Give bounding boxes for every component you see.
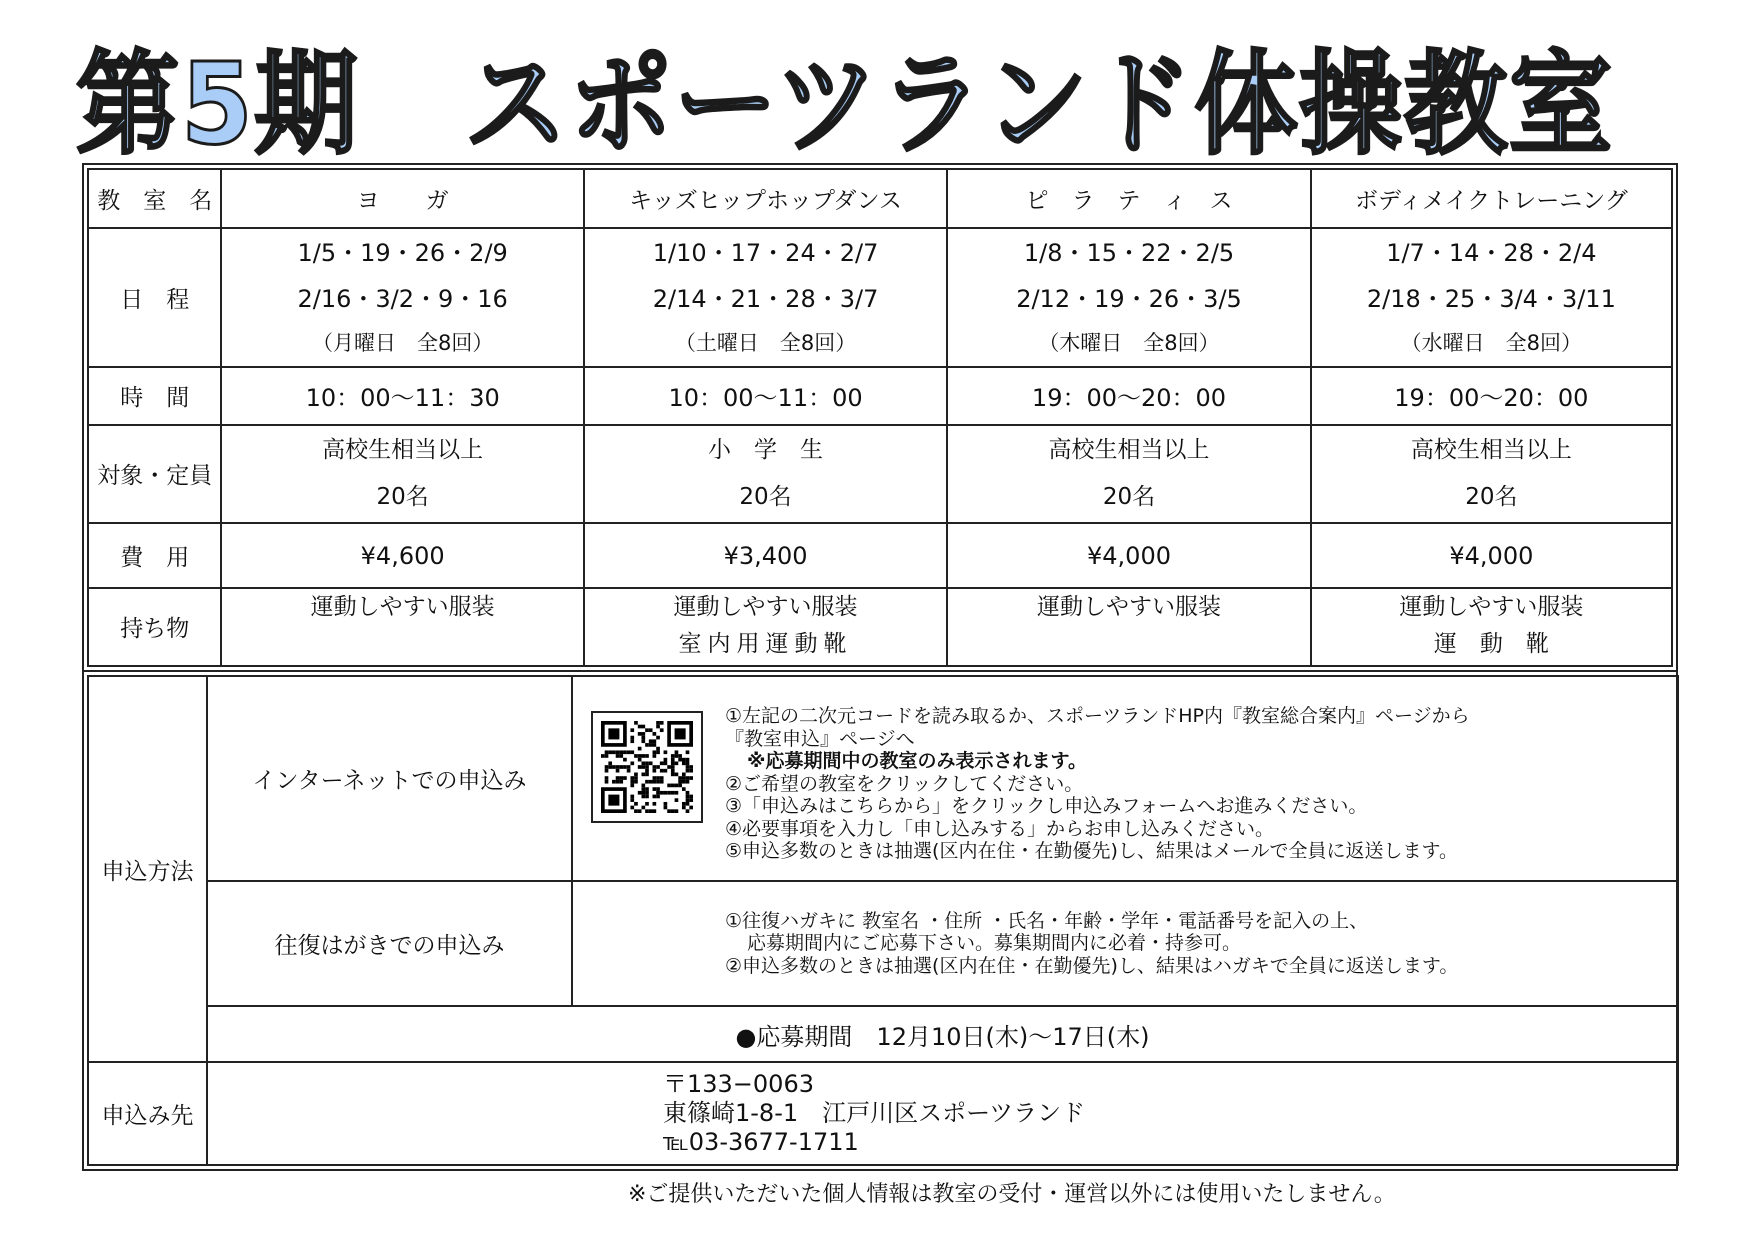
schedule-cell-bodymake: [1311, 228, 1672, 368]
dates-line2: 2/12・19・26・3/5: [1016, 285, 1242, 314]
internet-step: ⑤申込多数のときは抽選(区内在住・在勤優先)し、結果はメールで全員に返送します。: [725, 840, 1458, 862]
row-class-name: [88, 169, 1672, 228]
capacity-text: 20名: [1465, 483, 1518, 510]
label-destination: 申込み先: [88, 1062, 207, 1165]
class-name-yoga: ヨ ガ: [221, 169, 583, 228]
fee-bodymake: ¥4,000: [1311, 523, 1672, 588]
class-name-pilates: ピ ラ テ ィ ス: [947, 169, 1310, 228]
application-period: ●応募期間 12月10日(木)～17日(木): [207, 1006, 1678, 1062]
label-items: 持ち物: [88, 588, 221, 666]
fee-yoga: ¥4,600: [221, 523, 583, 588]
capacity-text: 20名: [1102, 483, 1156, 510]
row-schedule: [88, 228, 1672, 368]
postcard-step: ①往復ハガキに 教室名 ・住所 ・氏名・年齢・学年・電話番号を記入の上、: [725, 909, 1369, 932]
internet-label: インターネットでの申込み: [207, 676, 572, 881]
capacity-text: 20名: [739, 483, 792, 510]
row-internet: [88, 676, 1678, 881]
schedule-table-frame: [82, 163, 1678, 672]
privacy-note: ※ご提供いただいた個人情報は教室の受付・運営以外には使用いたしません。: [628, 1182, 1396, 1207]
target-text: 高校生相当以上: [322, 436, 484, 463]
row-period: [88, 1006, 1678, 1062]
fee-kids-hiphop: ¥3,400: [584, 523, 947, 588]
items-line1: 運動しやすい服装: [1037, 593, 1221, 620]
postcard-step: 応募期間内にご応募下さい。募集期間内に必着・持参可。: [747, 932, 1242, 955]
page-title: 第5期 スポーツランド体操教室: [76, 40, 1614, 170]
postcard-steps: [572, 881, 1678, 1006]
street-address: 東篠崎1-8-1 江戸川区スポーツランド: [663, 1099, 1086, 1127]
application-table: [87, 675, 1679, 1166]
time-pilates: 19：00～20：00: [947, 367, 1310, 425]
row-target: [88, 425, 1672, 524]
dates-line2: 2/18・25・3/4・3/11: [1366, 285, 1616, 314]
label-schedule: 日 程: [88, 228, 221, 368]
dates-note: （木曜日 全8回）: [1038, 331, 1220, 356]
target-text: 小 学 生: [708, 436, 824, 463]
items-line1: 運動しやすい服装: [310, 593, 495, 620]
target-text: 高校生相当以上: [1410, 436, 1572, 463]
label-method: 申込方法: [88, 676, 207, 1062]
dates-line1: 1/10・17・24・2/7: [652, 239, 879, 268]
target-text: 高校生相当以上: [1048, 436, 1210, 463]
items-cell-bodymake: [1311, 588, 1672, 666]
dates-line1: 1/8・15・22・2/5: [1023, 239, 1235, 268]
row-time: [88, 367, 1672, 425]
internet-step-note: ※応募期間中の教室のみ表示されます。: [747, 750, 1087, 772]
items-cell-yoga: [221, 588, 583, 666]
row-destination: [88, 1062, 1678, 1165]
row-fee: [88, 523, 1672, 588]
dates-note: （月曜日 全8回）: [311, 331, 494, 356]
items-line2: 室内用運動靴: [678, 630, 853, 657]
time-kids-hiphop: 10：00～11：00: [584, 367, 947, 425]
target-cell-yoga: [221, 425, 583, 524]
internet-step: ④必要事項を入力し「申し込みする」からお申し込みください。: [725, 817, 1275, 840]
label-fee: 費 用: [88, 523, 221, 588]
row-postcard: [88, 881, 1678, 1006]
internet-steps: [725, 705, 1667, 863]
telephone: ℡03-3677-1711: [663, 1128, 859, 1156]
dates-note: （土曜日 全8回）: [674, 331, 857, 356]
label-class-name: 教 室 名: [88, 169, 221, 228]
schedule-cell-pilates: [947, 228, 1310, 368]
postcard-label: 往復はがきでの申込み: [207, 881, 572, 1006]
target-cell-pilates: [947, 425, 1310, 524]
internet-steps-cell: [572, 676, 1678, 881]
items-cell-kids-hiphop: [584, 588, 947, 666]
label-target: 対象・定員: [88, 425, 221, 524]
items-cell-pilates: [947, 588, 1310, 666]
internet-step: ①左記の二次元コードを読み取るか、スポーツランドHP内『教室総合案内』ページから: [725, 705, 1470, 727]
fee-pilates: ¥4,000: [947, 523, 1310, 588]
internet-step: ②ご希望の教室をクリックしてください。: [725, 772, 1084, 795]
dates-line2: 2/16・3/2・9・16: [297, 285, 508, 314]
schedule-table: [87, 168, 1673, 667]
class-name-kids-hiphop: キッズヒップホップダンス: [584, 169, 947, 228]
target-cell-kids-hiphop: [584, 425, 947, 524]
schedule-cell-yoga: [221, 228, 583, 368]
items-line1: 運動しやすい服装: [1399, 593, 1584, 620]
time-bodymake: 19：00～20：00: [1311, 367, 1672, 425]
internet-step: 『教室申込』ページへ: [725, 727, 915, 750]
schedule-cell-kids-hiphop: [584, 228, 947, 368]
address-block: [207, 1062, 1678, 1165]
label-time: 時 間: [88, 367, 221, 425]
capacity-text: 20名: [376, 483, 429, 510]
qr-code-icon[interactable]: [591, 711, 703, 823]
time-yoga: 10：00～11：30: [221, 367, 583, 425]
internet-step: ③「申込みはこちらから」をクリックし申込みフォームへお進みください。: [725, 795, 1368, 817]
dates-note: （水曜日 全8回）: [1400, 331, 1583, 356]
items-line1: 運動しやすい服装: [673, 593, 858, 620]
postal-code: 〒133−0063: [663, 1070, 814, 1098]
target-cell-bodymake: [1311, 425, 1672, 524]
postcard-step: ②申込多数のときは抽選(区内在住・在勤優先)し、結果はハガキで全員に返送します。: [725, 954, 1459, 977]
application-table-frame: [82, 670, 1678, 1171]
class-name-bodymake: ボディメイクトレーニング: [1311, 169, 1672, 228]
dates-line1: 1/5・19・26・2/9: [297, 239, 508, 268]
dates-line2: 2/14・21・28・3/7: [652, 285, 879, 314]
row-items: [88, 588, 1672, 666]
dates-line1: 1/7・14・28・2/4: [1386, 239, 1597, 268]
items-line2: 運 動 靴: [1433, 630, 1549, 657]
